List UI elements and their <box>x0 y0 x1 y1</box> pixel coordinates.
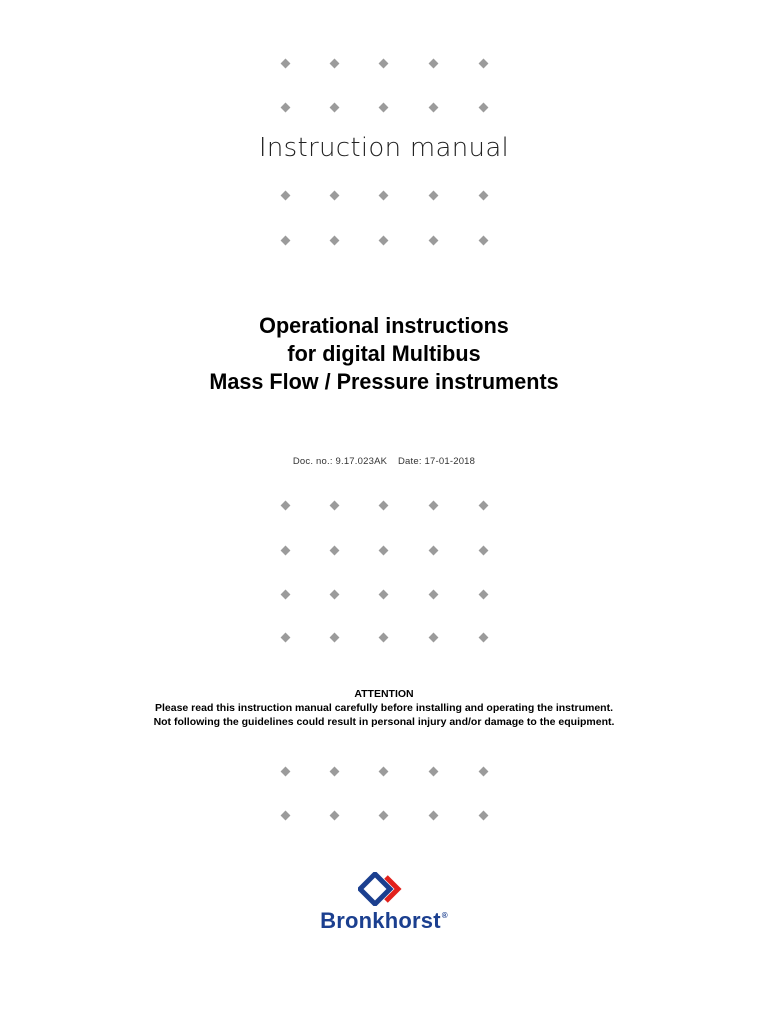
decorative-diamond-icon <box>479 590 489 600</box>
brand-wordmark <box>0 908 768 934</box>
decorative-diamond-icon <box>379 590 389 600</box>
decorative-diamond-icon <box>479 633 489 643</box>
bronkhorst-logo <box>0 872 768 934</box>
attention-notice <box>0 687 768 729</box>
decorative-diamond-icon <box>281 191 291 201</box>
decorative-diamond-icon <box>330 501 340 511</box>
decorative-diamond-icon <box>379 767 389 777</box>
decorative-diamond-icon <box>281 633 291 643</box>
decorative-diamond-icon <box>429 633 439 643</box>
decorative-diamond-icon <box>479 191 489 201</box>
decorative-diamond-icon <box>330 59 340 69</box>
decorative-diamond-icon <box>281 546 291 556</box>
decorative-diamond-icon <box>281 767 291 777</box>
decorative-diamond-icon <box>479 767 489 777</box>
registered-mark: ® <box>441 911 448 920</box>
decorative-diamond-icon <box>379 103 389 113</box>
decorative-diamond-icon <box>281 590 291 600</box>
decorative-diamond-icon <box>429 811 439 821</box>
decorative-diamond-icon <box>429 59 439 69</box>
brand-name: Bronkhorst <box>320 908 441 933</box>
decorative-diamond-icon <box>330 546 340 556</box>
decorative-diamond-icon <box>330 103 340 113</box>
decorative-diamond-icon <box>281 811 291 821</box>
decorative-diamond-icon <box>379 546 389 556</box>
decorative-diamond-icon <box>281 103 291 113</box>
decorative-diamond-icon <box>479 811 489 821</box>
decorative-diamond-icon <box>429 546 439 556</box>
decorative-diamond-icon <box>330 236 340 246</box>
decorative-diamond-icon <box>429 103 439 113</box>
title-line-2: for digital Multibus <box>287 341 481 366</box>
decorative-diamond-icon <box>429 767 439 777</box>
decorative-diamond-icon <box>379 633 389 643</box>
decorative-diamond-icon <box>479 546 489 556</box>
document-number: Doc. no.: 9.17.023AK <box>292 456 388 467</box>
decorative-diamond-icon <box>429 501 439 511</box>
decorative-diamond-icon <box>330 811 340 821</box>
decorative-diamond-icon <box>330 633 340 643</box>
document-info-line <box>0 456 768 467</box>
attention-heading: ATTENTION <box>354 688 414 700</box>
decorative-diamond-icon <box>281 236 291 246</box>
decorative-diamond-icon <box>429 236 439 246</box>
decorative-diamond-icon <box>479 501 489 511</box>
manual-title: Instruction manual <box>258 133 510 163</box>
decorative-diamond-icon <box>330 590 340 600</box>
document-main-title <box>15 312 752 396</box>
decorative-diamond-icon <box>429 191 439 201</box>
attention-line-1: Please read this instruction manual carefully before installing and operating the instrument. <box>154 702 613 714</box>
decorative-diamond-icon <box>330 191 340 201</box>
decorative-diamond-icon <box>379 236 389 246</box>
decorative-diamond-icon <box>281 59 291 69</box>
decorative-diamond-icon <box>379 501 389 511</box>
bronkhorst-logo-icon <box>358 872 410 906</box>
title-line-3: Mass Flow / Pressure instruments <box>209 369 559 394</box>
decorative-diamond-icon <box>479 59 489 69</box>
decorative-diamond-icon <box>479 236 489 246</box>
attention-line-2: Not following the guidelines could result in personal injury and/or damage to the equipment. <box>153 716 615 728</box>
decorative-diamond-icon <box>379 811 389 821</box>
document-date: Date: 17-01-2018 <box>398 456 476 467</box>
decorative-diamond-icon <box>379 59 389 69</box>
decorative-diamond-icon <box>281 501 291 511</box>
decorative-diamond-icon <box>429 590 439 600</box>
title-line-1: Operational instructions <box>259 313 509 338</box>
decorative-diamond-icon <box>330 767 340 777</box>
decorative-diamond-icon <box>479 103 489 113</box>
decorative-diamond-icon <box>379 191 389 201</box>
